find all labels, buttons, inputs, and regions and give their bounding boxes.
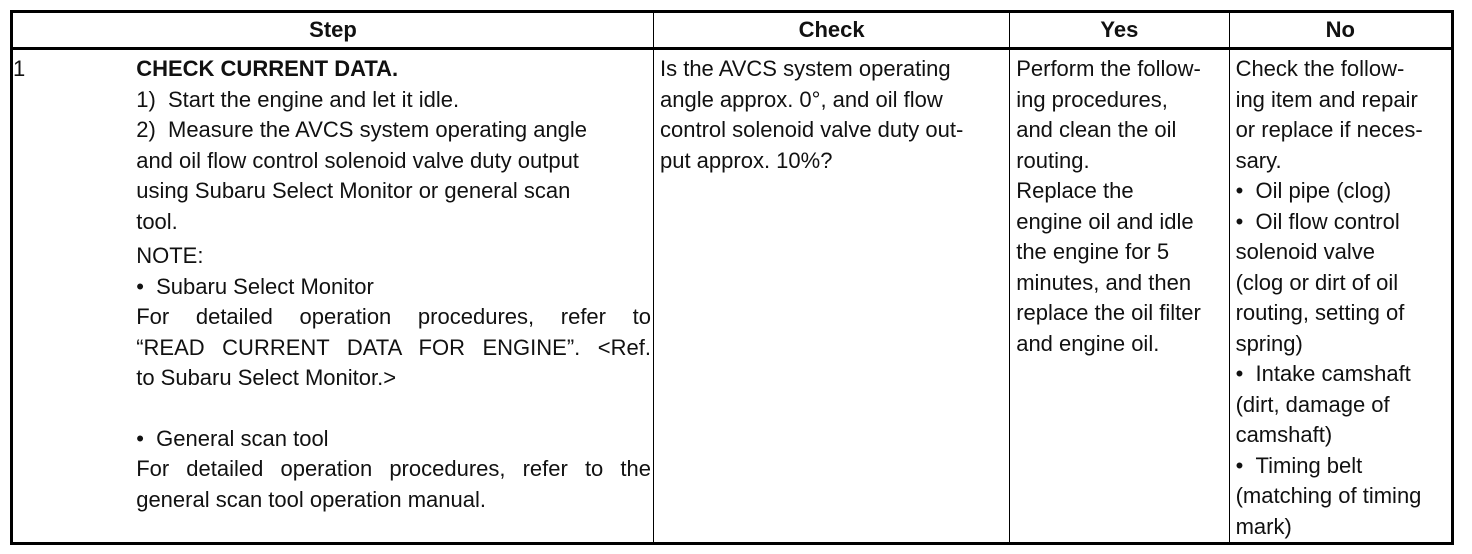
no-cell [1229,49,1452,544]
no-line: or replace if neces- [1235,117,1423,142]
note-bullet-select-monitor: • Subaru Select Monitor [136,273,374,299]
note-text-line: For detailed operation procedures, refer to [136,304,651,329]
yes-line: and clean the oil [1016,117,1177,142]
check-line: angle approx. 0°, and oil flow [659,86,943,112]
no-line: • Timing belt [1235,452,1363,478]
header-row [12,12,1453,49]
yes-line: Perform the follow- [1016,56,1201,81]
check-line: put approx. 10%? [659,147,833,173]
no-line: camshaft) [1235,422,1333,447]
no-line: ing item and repair [1235,86,1418,112]
note-text-line: general scan tool operation manual. [136,486,486,512]
yes-line: and engine oil. [1016,330,1160,356]
yes-line: routing. [1016,147,1090,173]
no-line: (clog or dirt of oil [1235,269,1399,295]
no-line: mark) [1235,513,1292,539]
note-text-line: to Subaru Select Monitor.> [136,365,397,390]
note-text-line: For detailed operation procedures, refer to the [136,456,651,481]
step-item-2-line: and oil flow control solenoid valve duty output [136,147,579,173]
table-row [12,49,1453,544]
no-line: Check the follow- [1235,56,1405,81]
no-line: • Oil flow control [1235,208,1400,234]
yes-line: engine oil and idle [1016,208,1194,234]
step-item-2-line: using Subaru Select Monitor or general scan [136,178,571,203]
yes-line: ing procedures, [1016,86,1168,112]
step-cell [126,49,653,544]
check-line: control solenoid valve duty out- [659,117,964,142]
yes-line: minutes, and then [1016,269,1192,295]
step-number-text: 1 [13,56,26,81]
no-line: routing, setting of [1235,300,1405,325]
yes-cell [1010,49,1229,544]
note-text-line: “READ CURRENT DATA FOR ENGINE”. <Ref. [136,334,651,360]
note-bullet-scan-tool: • General scan tool [136,425,329,451]
yes-line: replace the oil filter [1016,300,1201,325]
no-line: spring) [1235,330,1303,356]
note-label: NOTE: [136,243,204,268]
diagnostic-table [10,10,1454,545]
check-cell [653,49,1009,544]
header-step: Step [12,12,654,49]
step-item-2-line: 2) Measure the AVCS system operating angle [136,117,588,142]
no-line: • Oil pipe (clog) [1235,178,1392,203]
step-item-1: 1) Start the engine and let it idle. [136,86,460,112]
check-line: Is the AVCS system operating [659,56,951,81]
no-line: • Intake camshaft [1235,361,1411,386]
header-yes: Yes [1010,12,1229,49]
header-no: No [1229,12,1452,49]
yes-line: the engine for 5 [1016,239,1170,264]
step-title: CHECK CURRENT DATA. [136,56,399,81]
step-number [12,49,127,544]
yes-line: Replace the [1016,178,1134,203]
no-line: sary. [1235,147,1282,173]
step-item-2-line: tool. [136,208,178,234]
no-line: (matching of timing [1235,483,1422,508]
no-line: solenoid valve [1235,239,1375,264]
no-line: (dirt, damage of [1235,391,1390,417]
header-check: Check [653,12,1009,49]
